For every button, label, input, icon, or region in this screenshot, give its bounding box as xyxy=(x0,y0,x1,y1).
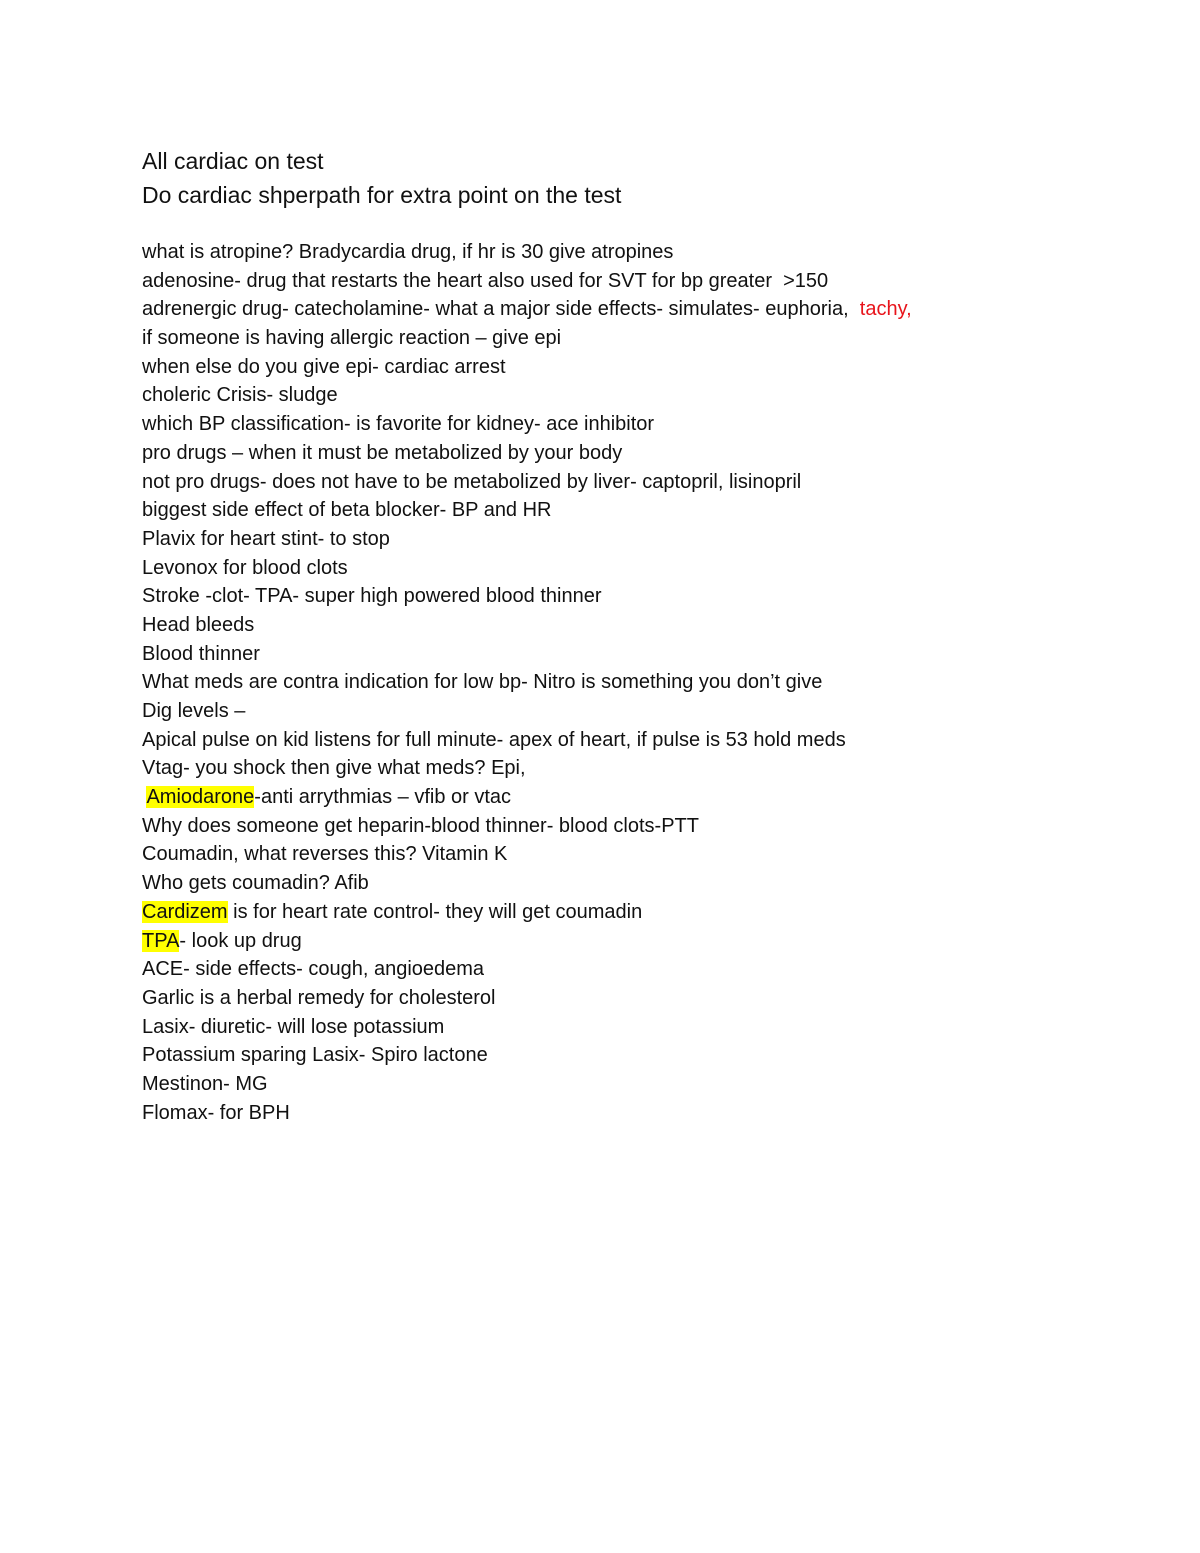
note-text: adrenergic drug- catecholamine- what a major side effects- simulates- euphoria, xyxy=(142,298,860,321)
note-line xyxy=(142,668,1142,697)
note-line xyxy=(142,869,1142,898)
header-line-1: All cardiac on test xyxy=(142,148,324,174)
note-text: when else do you give epi- cardiac arrest xyxy=(142,355,506,378)
note-text: Blood thinner xyxy=(142,642,260,665)
highlighted-term: TPA xyxy=(142,929,180,952)
note-text: ACE- side effects- cough, angioedema xyxy=(142,958,485,981)
note-line xyxy=(142,295,1142,324)
note-line xyxy=(142,840,1142,869)
note-line xyxy=(142,955,1142,984)
note-line xyxy=(142,697,1142,726)
note-text: pro drugs – when it must be metabolized by your body xyxy=(142,441,623,464)
note-text: Vtag- you shock then give what meds? Epi, xyxy=(142,757,526,780)
note-line xyxy=(142,812,1142,841)
note-line xyxy=(142,468,1142,497)
note-text: Plavix for heart stint- to stop xyxy=(142,527,390,550)
note-text: Lasix- diuretic- will lose potassium xyxy=(142,1015,445,1038)
note-text: not pro drugs- does not have to be metabolized by liver- captopril, lisinopril xyxy=(142,470,802,493)
note-line xyxy=(142,381,1142,410)
note-line xyxy=(142,984,1142,1013)
note-line xyxy=(142,439,1142,468)
note-line xyxy=(142,1070,1142,1099)
note-line xyxy=(142,611,1142,640)
document-header xyxy=(142,144,1142,212)
note-line xyxy=(142,410,1142,439)
note-line xyxy=(142,1041,1142,1070)
note-line xyxy=(142,525,1142,554)
highlighted-term: Cardizem xyxy=(142,900,228,923)
note-text: Levonox for blood clots xyxy=(142,556,348,579)
note-line xyxy=(142,267,1142,296)
note-text: choleric Crisis- sludge xyxy=(142,384,338,407)
note-text: which BP classification- is favorite for kidney- ace inhibitor xyxy=(142,413,655,436)
note-text: What meds are contra indication for low bp- Nitro is something you don’t give xyxy=(142,671,823,694)
note-text: Who gets coumadin? Afib xyxy=(142,872,369,895)
note-text: is for heart rate control- they will get coumadin xyxy=(227,900,643,923)
note-text: Head bleeds xyxy=(142,613,255,636)
note-text: Coumadin, what reverses this? Vitamin K xyxy=(142,843,508,866)
header-line-2: Do cardiac shperpath for extra point on the test xyxy=(142,182,622,208)
note-text: Dig levels – xyxy=(142,700,246,722)
note-line xyxy=(142,324,1142,353)
note-line xyxy=(142,927,1142,956)
note-text: Garlic is a herbal remedy for cholesterol xyxy=(142,986,496,1009)
note-line xyxy=(142,554,1142,583)
note-text: - look up drug xyxy=(179,929,302,952)
note-line xyxy=(142,640,1142,669)
note-line xyxy=(142,726,1142,755)
note-text: Apical pulse on kid listens for full minute- apex of heart, if pulse is 53 hold meds xyxy=(142,728,846,751)
note-text: adenosine- drug that restarts the heart also used for SVT for bp greater >150 xyxy=(142,269,829,292)
note-line xyxy=(142,1013,1142,1042)
note-line xyxy=(142,582,1142,611)
note-line xyxy=(142,783,1142,812)
note-line xyxy=(142,898,1142,927)
note-line xyxy=(142,238,1142,267)
note-line xyxy=(142,353,1142,382)
note-text: what is atropine? Bradycardia drug, if hr is 30 give atropines xyxy=(142,241,674,263)
note-text: biggest side effect of beta blocker- BP and HR xyxy=(142,499,552,522)
note-text: if someone is having allergic reaction – give epi xyxy=(142,327,562,350)
note-text: Mestinon- MG xyxy=(142,1072,268,1095)
notes-list xyxy=(142,238,1142,1127)
note-text: -anti arrythmias – vfib or vtac xyxy=(254,786,512,809)
note-text: Flomax- for BPH xyxy=(142,1101,290,1124)
note-line xyxy=(142,496,1142,525)
red-text: tachy, xyxy=(859,298,912,321)
note-text: Stroke -clot- TPA- super high powered blood thinner xyxy=(142,585,602,608)
highlighted-term: Amiodarone xyxy=(146,786,255,809)
note-line xyxy=(142,754,1142,783)
note-line xyxy=(142,1099,1142,1128)
note-text: Potassium sparing Lasix- Spiro lactone xyxy=(142,1044,488,1067)
note-text: Why does someone get heparin-blood thinner- blood clots-PTT xyxy=(142,814,699,837)
